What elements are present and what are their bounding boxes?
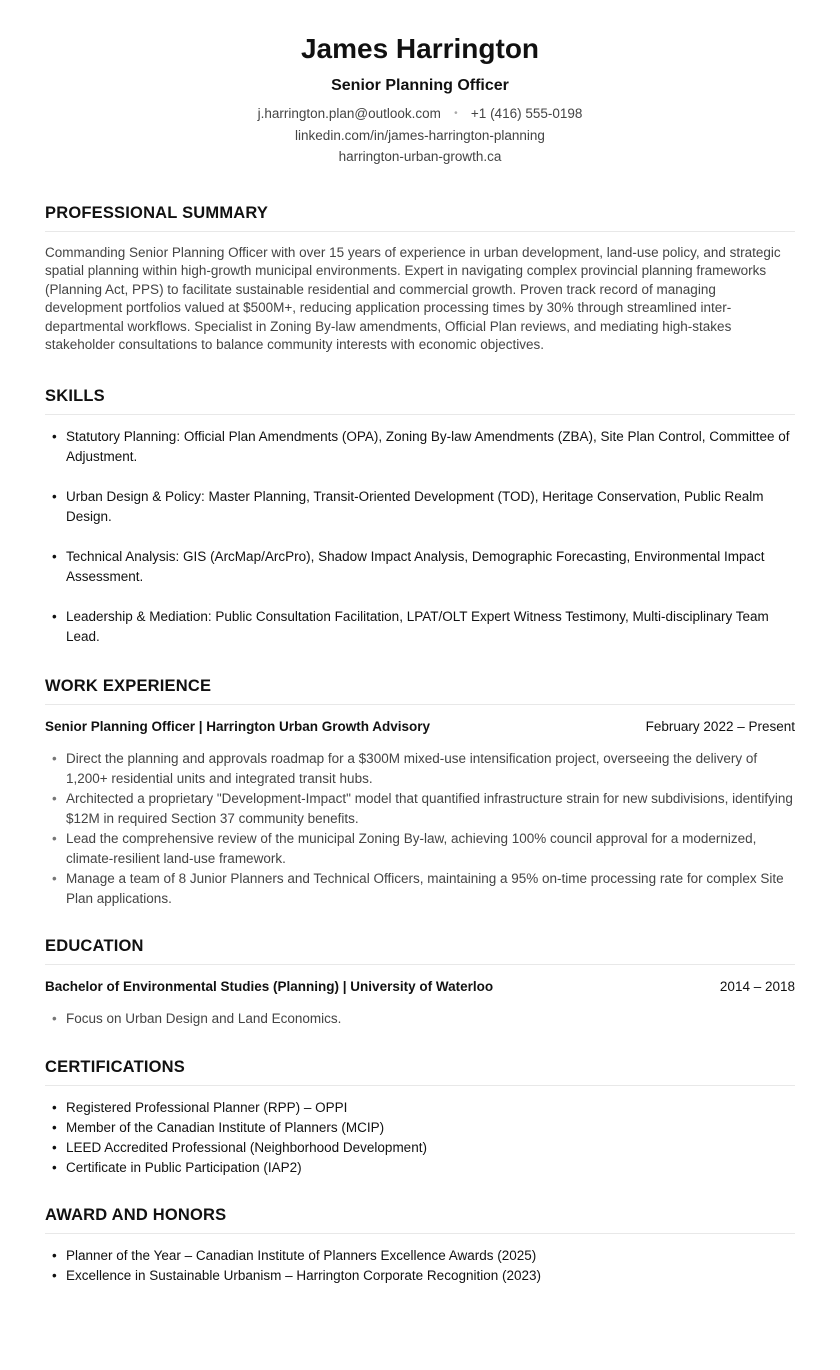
work-heading: WORK EXPERIENCE: [45, 676, 795, 705]
certifications-list: [45, 1098, 795, 1178]
skills-list: [45, 427, 795, 647]
education-dates: 2014 – 2018: [719, 979, 795, 995]
education-section: [45, 936, 795, 1029]
skills-section: [45, 386, 795, 647]
certifications-heading: CERTIFICATIONS: [45, 1057, 795, 1086]
linkedin-link[interactable]: linkedin.com/in/james-harrington-planning: [295, 127, 545, 143]
contact-separator: •: [454, 108, 458, 119]
certification-item: • Registered Professional Planner (RPP) – OPPI: [45, 1098, 795, 1118]
skill-item: • Urban Design & Policy: Master Planning, Transit-Oriented Development (TOD), Heritage Conservation, Public Realm Design.: [45, 487, 795, 527]
skill-item: • Leadership & Mediation: Public Consultation Facilitation, LPAT/OLT Expert Witness Testimony, Multi-disciplinary Team Lead.: [45, 607, 795, 647]
certification-item: • LEED Accredited Professional (Neighborhood Development): [45, 1138, 795, 1158]
candidate-name: James Harrington: [300, 33, 540, 64]
skill-item: • Statutory Planning: Official Plan Amendments (OPA), Zoning By-law Amendments (ZBA), Site Plan Control, Committee of Adjustment.: [45, 427, 795, 467]
certification-item: • Certificate in Public Participation (IAP2): [45, 1158, 795, 1178]
award-item: • Planner of the Year – Canadian Institute of Planners Excellence Awards (2025): [45, 1246, 795, 1266]
skill-item: • Technical Analysis: GIS (ArcMap/ArcPro), Shadow Impact Analysis, Demographic Forecasting, Environmental Impact Assessment.: [45, 547, 795, 587]
job-bullet: • Architected a proprietary "Development-Impact" model that quantified infrastructure strain for new subdivisions, identifying $12M in required Section 37 community benefits.: [45, 789, 795, 829]
skills-heading: SKILLS: [45, 386, 795, 415]
candidate-title: Senior Planning Officer: [331, 77, 509, 94]
degree-title: Bachelor of Environmental Studies (Planning) | University of Waterloo: [45, 979, 494, 995]
summary-text: Commanding Senior Planning Officer with over 15 years of experience in urban development, land-use policy, and strategic spatial planning within high-growth municipal environments. Expert in navigating complex provincial planning frameworks (Planning Act, PPS) to facilitate sustainable residential and commercial growth. Proven track record of managing development portfolios valued at $500M+, reducing application processing times by 30% through streamlined inter-departmental workflows. Specialist in Zoning By-law amendments, Official Plan reviews, and mediating high-stakes stakeholder consultations to balance community interests with economic objectives.: [45, 244, 781, 353]
certification-item: • Member of the Canadian Institute of Planners (MCIP): [45, 1118, 795, 1138]
award-item: • Excellence in Sustainable Urbanism – Harrington Corporate Recognition (2023): [45, 1266, 795, 1286]
summary-heading: PROFESSIONAL SUMMARY: [45, 203, 795, 232]
job-bullet: • Lead the comprehensive review of the municipal Zoning By-law, achieving 100% council approval for a modernized, climate-resilient land-use framework.: [45, 829, 795, 869]
awards-section: [45, 1205, 795, 1286]
awards-list: [45, 1246, 795, 1286]
resume-header: [45, 0, 795, 168]
contact-block: [45, 103, 795, 168]
awards-heading: AWARD AND HONORS: [45, 1205, 795, 1234]
job-bullet: • Manage a team of 8 Junior Planners and Technical Officers, maintaining a 95% on-time processing rate for complex Site Plan applications.: [45, 869, 795, 909]
job-bullets: [45, 749, 795, 909]
phone-number[interactable]: +1 (416) 555-0198: [470, 106, 583, 121]
certifications-section: [45, 1057, 795, 1178]
job-header: [45, 718, 795, 736]
education-bullet: • Focus on Urban Design and Land Economics.: [45, 1009, 795, 1029]
work-experience-section: [45, 676, 795, 909]
email-link[interactable]: j.harrington.plan@outlook.com: [257, 106, 441, 121]
education-heading: EDUCATION: [45, 936, 795, 965]
education-header: [45, 978, 795, 996]
contact-line: [45, 103, 795, 125]
website-link[interactable]: harrington-urban-growth.ca: [338, 149, 502, 164]
job-dates: February 2022 – Present: [645, 719, 795, 735]
job-title: Senior Planning Officer | Harrington Urban Growth Advisory: [45, 719, 431, 735]
education-bullets: [45, 1009, 795, 1029]
summary-section: [45, 203, 795, 356]
job-bullet: • Direct the planning and approvals roadmap for a $300M mixed-use intensification project, overseeing the delivery of 1,200+ residential units and integrated transit hubs.: [45, 749, 795, 789]
